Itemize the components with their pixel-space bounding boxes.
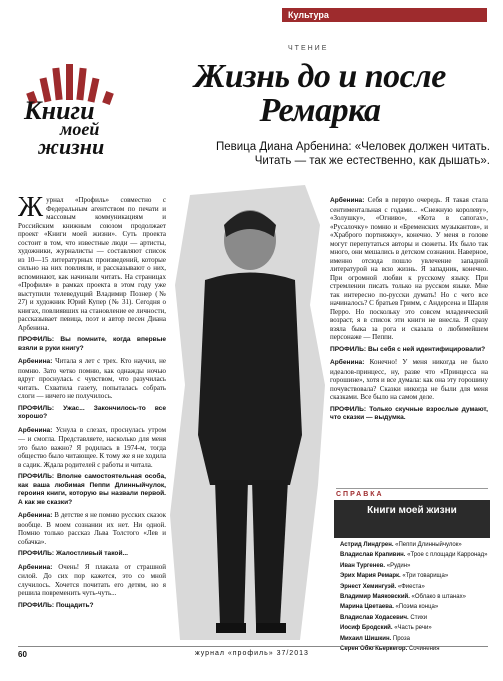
speaker-label: Арбенина: — [18, 358, 53, 365]
list-item — [340, 613, 490, 623]
list-item — [340, 561, 490, 571]
intro-text: урнал «Профиль» совместно с Федеральным агентством по печати и массовым коммуникациям и Российским книжным союзом продолжает проект «Книги моей жизни». Суть проекта состоит в том, что известные люди — артисты, художники, журналисты — составляют список из 10—15 литературных произведений, которые сильно на них повлияли, и рассказывают о них, вспоминают, как начинали читать. На страницах «Профиля» в рамках проекта в этом году уже выступили телеведущий Владимир Познер (№ 27) и художник Юрий Купер (№ 31). Сегодня о книгах, повлиявших на становление ее личности, рассказывает певица, поэт и автор песен Диана Арбенина. — [18, 196, 166, 332]
book-title: «Пеппи Длинныйчулок» — [395, 542, 462, 548]
book-title: «Три товарища» — [402, 573, 449, 580]
logo-line3: жизни — [38, 134, 105, 159]
interview-question: ПРОФИЛЬ: Вполне самостоятельная особа, как ваша любимая Пеппи Длинныйчулок, героиня книги, которую вы назвали первой. А как же сказки? — [18, 473, 166, 506]
drop-cap: Ж — [18, 196, 44, 223]
magazine-issue: журнал «профиль» 37/2013 — [195, 650, 309, 657]
book-author: Астрид Линдгрен. — [340, 542, 394, 548]
answer-text: Очень! Я плакала от страшной силой. До сих пор кажется, это со мной случилось. Хочется почитать его детям, но я решила повременить чуть-чуть... — [18, 562, 166, 597]
interview-answer — [330, 358, 488, 402]
subtitle-line1: Певица Диана Арбенина: «Человек должен читать. — [215, 141, 490, 153]
list-item — [340, 582, 490, 592]
logo-line2: моей — [60, 119, 100, 139]
book-author: Эрнест Хемингуэй. — [340, 583, 397, 590]
article-subtitle — [200, 140, 490, 168]
book-title: «Рудин» — [386, 562, 411, 569]
speaker-label: Арбенина: — [18, 512, 53, 519]
books-list — [340, 540, 490, 654]
interview-question: ПРОФИЛЬ: Вы себя с ней идентифицировали? — [330, 345, 486, 353]
interview-question: ПРОФИЛЬ: Пощадить? — [18, 601, 94, 609]
list-item — [340, 623, 490, 633]
rubric-label: ЧТЕНИЕ — [288, 45, 329, 52]
book-author: Серен Обю Кьеркегор. — [340, 646, 408, 653]
interview-question: ПРОФИЛЬ: Вы помните, когда впервые взяли в руки книгу? — [18, 336, 166, 352]
interview-question: ПРОФИЛЬ: Только скучные взрослые думают, что сказки — выдумка. — [330, 405, 488, 421]
book-author: Владислав Крапивин. — [340, 552, 406, 559]
interview-answer — [18, 357, 166, 401]
footer-divider — [18, 646, 488, 647]
speaker-label: Арбенина: — [18, 426, 53, 434]
books-of-my-life-logo — [16, 60, 126, 160]
speaker-label: Арбенина: — [18, 563, 53, 571]
speaker-label: Арбенина: — [330, 197, 365, 204]
answer-text: Себя в первую очередь. Я такая стала сентиментальная с годами... «Снежную королеву», «Золушку», «Огниво», «Кота в сапогах», «Русалочку» помню и «Бременских музыкантов», и «Храброго портняжку», конечно. У меня в голове могут перепутаться авторы и сюжеты. Их было так много, они мешались в детском сознании. Наверное, именно отсюда пошло увлечение западной литературой на всю жизнь. Я западник, конечно. При огромной любви к русскому языку. При стремлении писать только на русском языке. Мне так интересно по-русски думать! Но с чего все начиналось? С братьев Гримм, с Андерсена и Шарля Перро. Но поскольку это совсем младенческий возраст, я в список эти книги не внесла. Я сразу взяла быка за рога и сказала о любимейшем персонаже — Пеппи. — [330, 196, 488, 341]
book-title: «Фиеста» — [397, 583, 425, 590]
book-author: Марина Цветаева. — [340, 604, 394, 611]
list-item — [340, 571, 490, 581]
list-item — [340, 592, 490, 602]
right-column-text — [330, 196, 488, 478]
book-title: Сочинения — [408, 646, 440, 653]
interview-question: ПРОФИЛЬ: Ужас... Закончилось-то все хорошо? — [18, 404, 166, 420]
reference-label: СПРАВКА — [336, 488, 488, 498]
list-item — [340, 550, 490, 560]
interview-answer — [330, 196, 488, 342]
books-list-title: Книги моей жизни — [367, 505, 457, 516]
book-title: «Часть речи» — [394, 625, 432, 632]
interview-question: ПРОФИЛЬ: Жалостливый такой... — [18, 550, 128, 557]
interview-answer — [18, 426, 166, 470]
subtitle-line2: Читать — так же естественно, как дышать». — [254, 155, 490, 167]
book-title: «Поэма конца» — [395, 604, 439, 611]
logo-line1: Книги — [24, 96, 95, 125]
answer-text: Читала я лет с трех. Кто научил, не помню. Зато четко помню, как однажды ночью вдруг проснулась с чувством, что разучилась читать. Схватила газету, попыталась собрать слоги — ничего не получилось. — [18, 357, 166, 400]
intro-paragraph — [18, 196, 166, 332]
list-item — [340, 540, 490, 550]
interview-answer — [18, 563, 166, 598]
speaker-label: Арбенина: — [330, 359, 365, 366]
book-title: Проза — [392, 635, 410, 642]
book-author: Михаил Шишкин. — [340, 635, 392, 642]
book-author: Иван Тургенев. — [340, 562, 386, 569]
left-column-text — [18, 196, 166, 638]
book-title: «Трое с площади Карронад» — [407, 552, 488, 559]
article-title — [150, 60, 490, 128]
title-line2: Ремарка — [259, 92, 381, 129]
list-item — [340, 602, 490, 612]
book-author: Владислав Ходасевич. — [340, 614, 409, 621]
answer-text: Конечно! У меня никогда не было идеалов-принцесс, ну, разве что «Принцесса на горошине», хотя и все думала: как она эту горошину почувствовала? Сказки никогда не были для меня сказками. Все было на самом деле. — [330, 358, 488, 401]
book-title: Стихи — [410, 614, 428, 621]
book-author: Владимир Маяковский. — [340, 594, 410, 601]
title-line1: Жизнь до и после — [194, 58, 446, 95]
section-tag: Культура — [282, 8, 487, 22]
answer-text: Уснула в слезах, проснулась утром — и смогла. Представляете, насколько для меня это было важно? Я родилась в 1974-м, тогда общество было читающее. К тому же я не ходила в садик. Ждала родителей с работы и читала. — [18, 425, 166, 469]
interview-answer — [18, 511, 166, 546]
portrait-photo — [170, 185, 325, 640]
answer-text: В детстве я не помню русских сказок вообще. В моем сознании их нет. Ни одной. Помню только рассказ Льва Толстого «Лев и собачка». — [18, 511, 166, 546]
page-number: 60 — [18, 650, 27, 659]
book-author: Иосиф Бродский. — [340, 625, 393, 632]
book-title: «Облако в штанах» — [411, 594, 466, 601]
book-author: Эрих Мария Ремарк. — [340, 573, 401, 580]
list-item — [340, 634, 490, 644]
